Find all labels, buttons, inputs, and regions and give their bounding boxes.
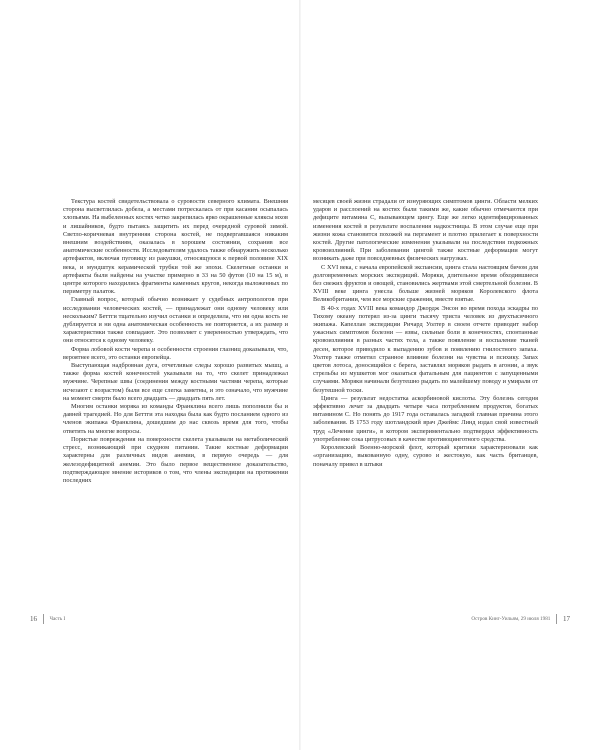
paragraph: Пористые повреждения на поверхности скелета указывали на метаболический стресс, возникающий при скудном питании. Такие костные деформации характерны для различных видов анемии, в первую очередь — для железодефицитной анемии. Это было первое вещественное доказательство, подтверждающее мнение историков о том, что члены экспедиции на протяжении последних xyxy=(63,435,288,484)
footer-divider xyxy=(556,614,557,624)
left-page-text-column xyxy=(63,198,288,590)
paragraph: В 40-х годах XVIII века командор Джордж Энсон во время похода эскадры по Тихому океану потерял из-за цинги тысячу триста человек из двухтысячного экипажа. Капеллан экспедиции Ричард Уолтер в своем отчете приводит набор ужасных симптомов болезни — язвы, сильные боли в конечностях, спонтанные кровоизлияния в разных частях тела, а также появление и воспаление тканей десен, которое приводило к выпадению зубов и появлению гнилостного запаха. Уолтер также отметил странное влияние болезни на чувства и психику. Запах цветов лотоса, доносящийся с берега, заставлял моряков рыдать в агонии, а звук стрельбы из мушкетов мог оказаться фатальным для пациентов с запущенными случаями. Моряки начинали безутешно рыдать по малейшему поводу и умирали от безутешной тоски. xyxy=(313,304,538,394)
left-page-number: 16 xyxy=(30,615,37,623)
paragraph: Королевский Военно-морской флот, который критики характеризовали как «организацию, выкованную одну, сурово и жестокую, как часть британцев, поначалу привел в штыки xyxy=(313,444,538,468)
left-running-head: Часть I xyxy=(49,616,66,622)
paragraph: Выступающая надбровная дуга, отчетливые следы хорошо развитых мышц, а также форма костей конечностей указывали на то, что скелет принадлежал мужчине. Черепные швы (соединения между костными частями черепа, которые исчезают с возрастом) были все еще слегка заметны, и это означало, что мужчине на момент смерти было всего двадцать — двадцать пять лет. xyxy=(63,362,288,402)
right-page-text-column xyxy=(313,198,538,590)
right-running-head: Остров Кинг-Уильям, 29 июля 1981 xyxy=(471,616,551,622)
left-page-footer xyxy=(30,614,210,624)
paragraph: Форма лобовой кости черепа и особенности строения глазниц доказывали, что, вероятнее всего, это останки европейца. xyxy=(63,345,288,361)
paragraph: С XVI века, с начала европейской экспансии, цинга стала настоящим бичом для долговременных морских экспедиций. Моряки, длительное время обходившиеся без свежих фруктов и овощей, становились жертвами этой смертельной болезни. В XVIII веке цинга унесла больше жизней моряков Королевского флота Великобритании, чем все морские сражения, вместе взятые. xyxy=(313,263,538,304)
paragraph: Главный вопрос, который обычно возникает у судебных антропологов при исследовании человеческих костей, — принадлежат они одному человеку или нескольким? Беттги тщательно изучил останки и определила, что ни одна кость не дублируется и ни одна анатомическая особенность не повторяется, а их размер и характеристики также совпадают. Это позволяет с уверенностью утверждать, что они относятся к одному человеку. xyxy=(63,296,288,345)
footer-divider xyxy=(43,614,44,624)
paragraph: Многим останки моряка из команды Франклина всего лишь пополнили бы и давней трагедией. Но для Беттги эта находка была как будто посланием одного из членов экипажа Франклина, дошедшим до нас сквозь время для того, чтобы ответить на многие вопросы. xyxy=(63,403,288,435)
page-gutter xyxy=(299,0,301,750)
right-page-number: 17 xyxy=(563,615,570,623)
paragraph: Текстура костей свидетельствовала о суровости северного климата. Внешняя сторона высветлилась добела, а местами потрескалась от при касании осыпалась хлопьями. На выбеленных костях четко закрепилась ярко окрашенные кляксы мхов и лишайников, будто пытаясь защитить их перед очередной суровой зимой. Светло-коричневая внутренняя сторона костей, не подвергавшаяся никаким внешним воздействиям, оказалась в хорошем состоянии, сохранив все анатомические особенности. Исследователям удалось также обнаружить несколько артефактов, включая пуговицу из ракушки, относящуюся к первой половине XIX века, и мундштук керамической трубки той же эпохи. Скелетные останки и артефакты были найдены на участке примерно в 33 на 50 футов (10 на 15 м), в центре которого находились фрагменты каменных кругов, некогда выложенных по периметру палаток. xyxy=(63,198,288,296)
paragraph: месяцев своей жизни страдали от изнуряющих симптомов цинги. Области мелких ударов и расслоений на костях были такими же, какие обычно отмечаются при дефиците витамина С, вызывающем цингу. Еще же легко идентифицированных изменения костей в результате воспаления надкостницы. В этом случае еще при жизни кожа становится похожей на пергамент и плотно прилегает к поверхности костей. Другие патологические изменения указывали на последствия подкожных кровоизлияний. При заболевании цингой также костные деформации могут возникать даже при повседневных физических нагрузках. xyxy=(313,198,538,263)
right-page-footer xyxy=(370,614,570,624)
paragraph: Цинга — результат недостатка аскорбиновой кислоты. Эту болезнь сегодня эффективно лечат за двадцать четыре часа потреблением продуктов, богатых витамином С. Но понять до 1917 года оставалась загадкой главная причина этого заболевания. В 1753 году шотландский врач Джеймс Линд издал свой известный труд «Лечение цинги», в котором экспериментально подтвердил эффективность употребление сока цитрусовых в качестве противоцинготного средства. xyxy=(313,394,538,443)
